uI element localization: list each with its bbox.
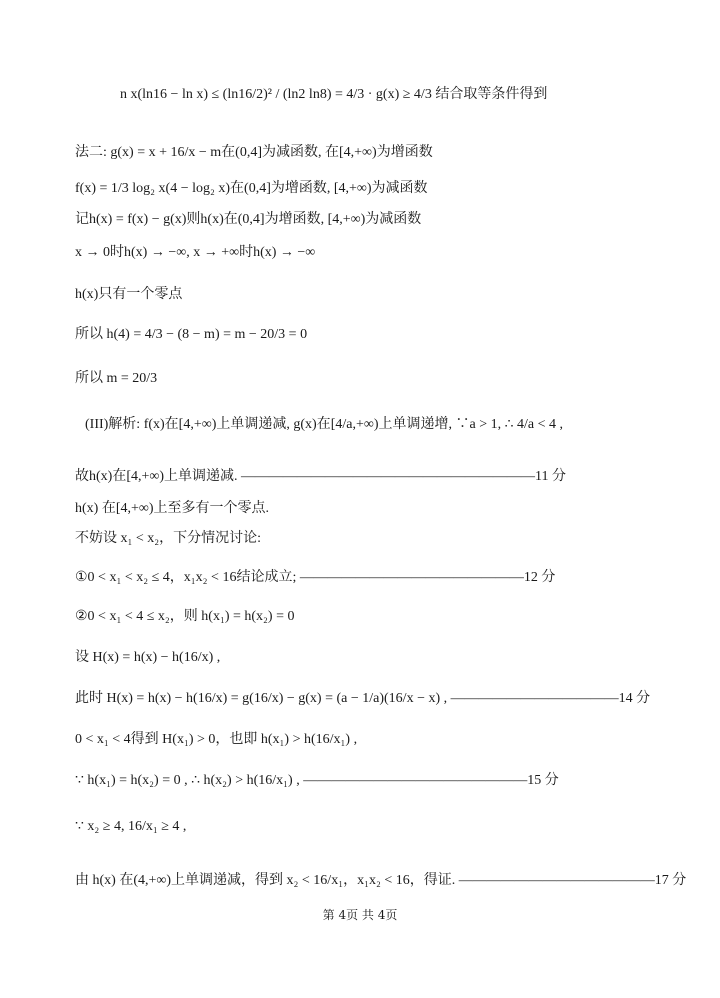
line-bounds: ∵ x₂ ≥ 4, 16/x₁ ≥ 4 ,: [75, 819, 187, 834]
line-Hpos: 0 < x₁ < 4得到 H(x₁) > 0，也即 h(x₁) > h(16/x₁) ,: [75, 732, 358, 747]
line-m: 所以 m = 20/3: [75, 371, 158, 386]
line-limits: x → 0时h(x) → −∞, x → +∞时h(x) → −∞: [75, 245, 316, 260]
line-one-zero: h(x)只有一个零点: [75, 287, 183, 302]
line-atmost: h(x) 在[4,+∞)上至多有一个零点.: [75, 501, 270, 516]
line-f: f(x) = 1/3 log₂ x(4 − log₂ x)在(0,4]为增函数, [4,+∞)为减函数: [75, 181, 428, 196]
line-part3: (III)解析: f(x)在[4,+∞)上单调递减, g(x)在[4/a,+∞)上单调递增, ∵a > 1, ∴ 4/a < 4 ,: [85, 417, 564, 432]
line-H: 此时 H(x) = h(x) − h(16/x) = g(16/x) − g(x) = (a − 1/a)(16/x − x) , ————————————14 分: [75, 691, 651, 706]
line-17pt: 由 h(x) 在(4,+∞)上单调递减，得到 x₂ < 16/x₁，x₁x₂ < 16，得证. ——————————————17 分: [75, 873, 687, 888]
line-case2: ②0 < x₁ < 4 ≤ x₂，则 h(x₁) = h(x₂) = 0: [75, 609, 295, 624]
line-15pt: ∵ h(x₁) = h(x₂) = 0 , ∴ h(x₂) > h(16/x₁) , ————————————————15 分: [75, 773, 559, 788]
line-method2: 法二: g(x) = x + 16/x − m在(0,4]为减函数, 在[4,+∞)为增函数: [75, 145, 433, 160]
line-assume: 不妨设 x₁ < x₂，下分情况讨论:: [75, 531, 262, 546]
line-case1: ①0 < x₁ < x₂ ≤ 4，x₁x₂ < 16结论成立; ————————————————12 分: [75, 570, 556, 585]
line-11pt: 故h(x)在[4,+∞)上单调递减. —————————————————————11 分: [75, 469, 567, 484]
line-defH: 设 H(x) = h(x) − h(16/x) ,: [75, 650, 221, 665]
line-h4: 所以 h(4) = 4/3 − (8 − m) = m − 20/3 = 0: [75, 327, 308, 342]
line-h: 记h(x) = f(x) − g(x)则h(x)在(0,4]为增函数, [4,+∞)为减函数: [75, 212, 422, 227]
page-footer: 第 4页 共 4页: [322, 908, 398, 922]
line-1: n x(ln16 − ln x) ≤ (ln16/2)² / (ln2 ln8) = 4/3 · g(x) ≥ 4/3 结合取等条件得到: [120, 87, 548, 102]
